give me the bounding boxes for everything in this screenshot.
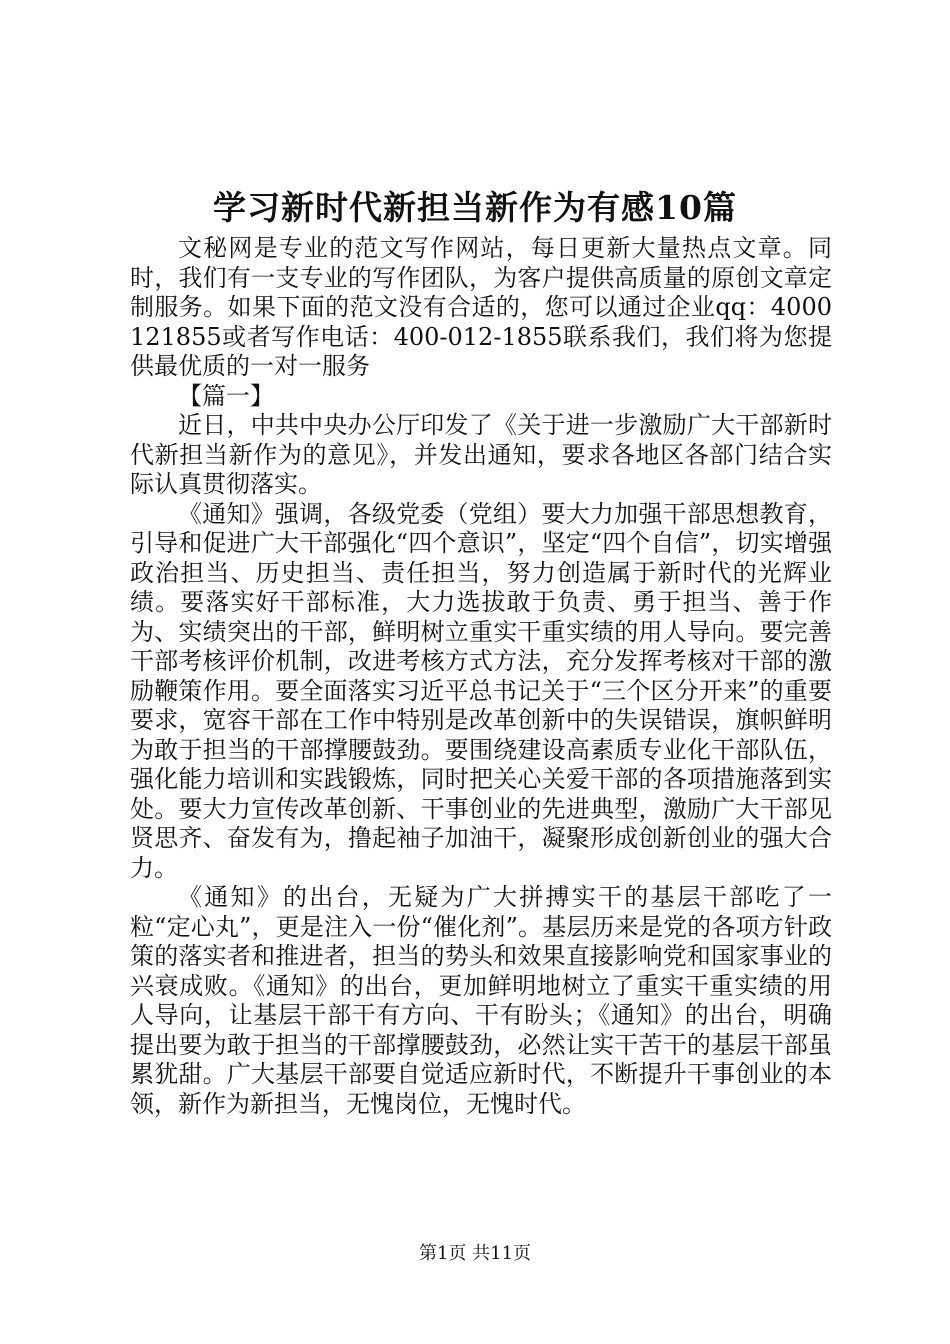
document-body — [130, 234, 832, 1119]
body-paragraph: 《通知》强调，各级党委（党组）要大力加强干部思想教育，引导和促进广大干部强化“四个意识”，坚定“四个自信”，切实增强政治担当、历史担当、责任担当，努力创造属于新时代的光辉业绩。要落实好干部标准，大力选拔敢于负责、勇于担当、善于作为、实绩突出的干部，鲜明树立重实干重实绩的用人导向。要完善干部考核评价机制，改进考核方式方法，充分发挥考核对干部的激励鞭策作用。要全面落实习近平总书记关于“三个区分开来”的重要要求，宽容干部在工作中特别是改革创新中的失误错误，旗帜鲜明为敢于担当的干部撑腰鼓劲。要围绕建设高素质专业化干部队伍，强化能力培训和实践锻炼，同时把关心关爱干部的各项措施落到实处。要大力宣传改革创新、干事创业的先进典型，激励广大干部见贤思齐、奋发有为，撸起袖子加油干，凝聚形成创新创业的强大合力。 — [130, 499, 832, 882]
document-title: 学习新时代新担当新作为有感10篇 — [213, 188, 737, 227]
intro-paragraph: 文秘网是专业的范文写作网站，每日更新大量热点文章。同时，我们有一支专业的写作团队，为客户提供高质量的原创文章定制服务。如果下面的范文没有合适的，您可以通过企业qq：4000121855或者写作电话：400-012-1855联系我们，我们将为您提供最优质的一对一服务 — [130, 234, 832, 380]
page-number-footer: 第1页 共11页 — [418, 1243, 532, 1264]
section-heading: 【篇一】 — [178, 381, 274, 410]
body-paragraph: 《通知》的出台，无疑为广大拼搏实干的基层干部吃了一粒“定心丸”，更是注入一份“催化剂”。基层历来是党的各项方针政策的落实者和推进者，担当的势头和效果直接影响党和国家事业的兴衰成败。《通知》的出台，更加鲜明地树立了重实干重实绩的用人导向，让基层干部干有方向、干有盼头；《通知》的出台，明确提出要为敢于担当的干部撑腰鼓劲，必然让实干苦干的基层干部虽累犹甜。广大基层干部要自觉适应新时代，不断提升干事创业的本领，新作为新担当，无愧岗位，无愧时代。 — [130, 883, 832, 1118]
body-paragraph: 近日，中共中央办公厅印发了《关于进一步激励广大干部新时代新担当新作为的意见》，并发出通知，要求各地区各部门结合实际认真贯彻落实。 — [130, 411, 832, 498]
